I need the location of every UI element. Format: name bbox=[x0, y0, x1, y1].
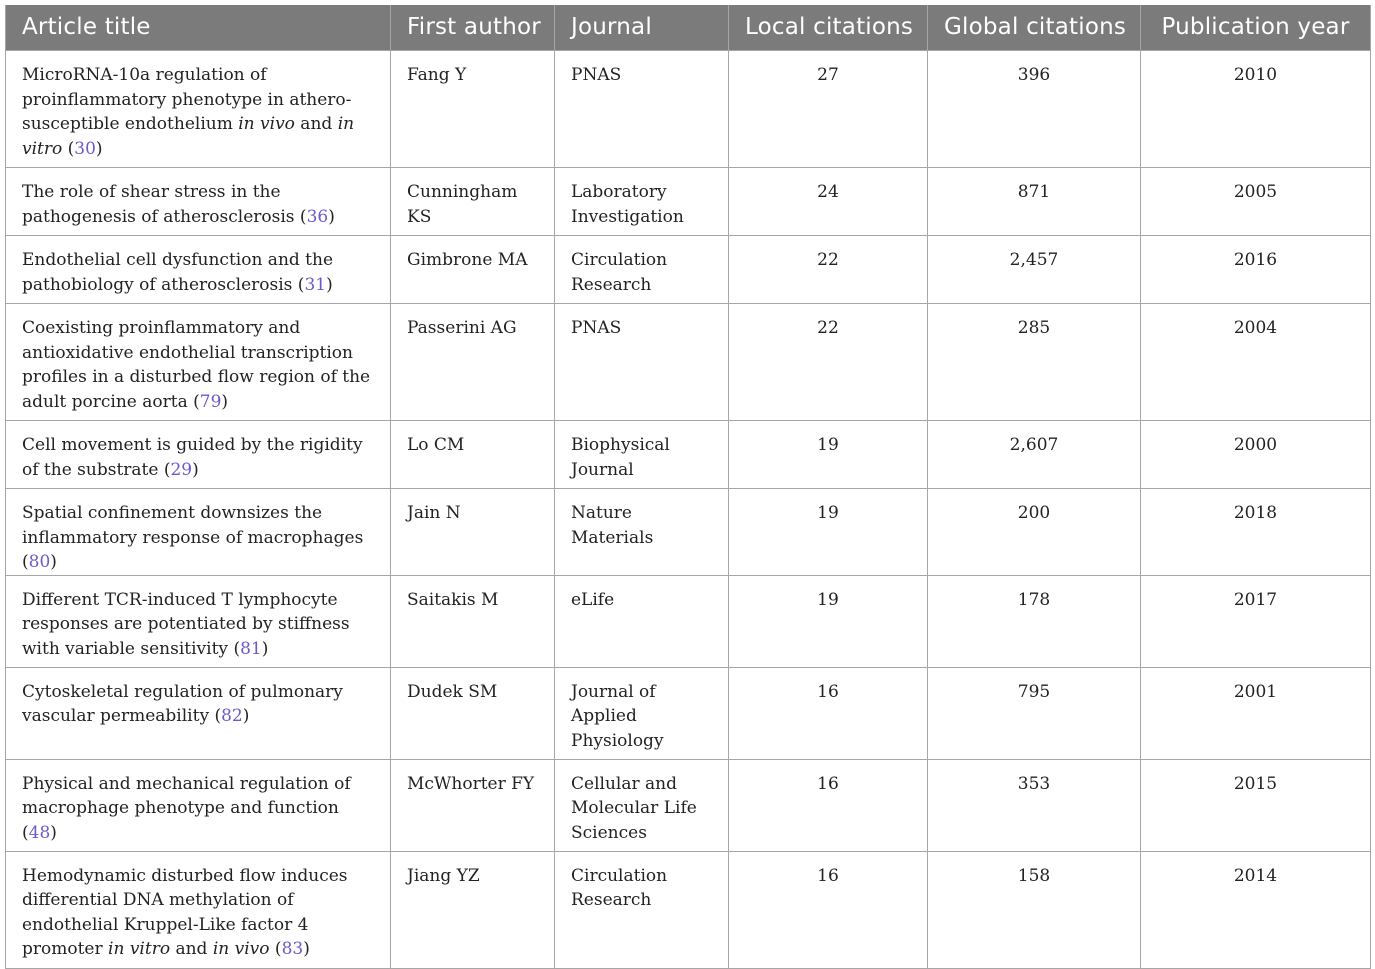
cell-journal: PNAS bbox=[555, 304, 729, 421]
reference-link[interactable]: 79 bbox=[199, 391, 222, 412]
header-first-author: First author bbox=[391, 5, 555, 51]
title-text: Hemodynamic disturbed flow induces differential DNA methylation of endothelial Kruppel-Like factor 4 promoter bbox=[22, 865, 348, 959]
cell-publication-year: 2001 bbox=[1141, 667, 1371, 759]
reference-link[interactable]: 36 bbox=[306, 206, 329, 227]
title-text: ) bbox=[95, 138, 103, 159]
cell-first-author: Passerini AG bbox=[391, 304, 555, 421]
title-text: ) bbox=[303, 939, 310, 959]
table-row bbox=[6, 304, 1371, 421]
table-row bbox=[6, 421, 1371, 489]
cell-first-author: Saitakis M bbox=[391, 575, 555, 667]
title-text: The role of shear stress in the pathogenesis of atherosclerosis ( bbox=[22, 182, 307, 227]
reference-link[interactable]: 81 bbox=[240, 638, 262, 659]
title-text: MicroRNA-10a regulation of proinflammatory phenotype in athero-susceptible endothelium bbox=[22, 65, 352, 134]
title-italic-text: in vivo bbox=[238, 114, 295, 134]
cell-article-title bbox=[6, 51, 391, 168]
reference-link[interactable]: 80 bbox=[28, 552, 51, 572]
cell-article-title bbox=[6, 759, 391, 851]
cell-first-author: Fang Y bbox=[391, 51, 555, 168]
cell-first-author: McWhorter FY bbox=[391, 759, 555, 851]
cell-global-citations: 2,457 bbox=[928, 236, 1141, 304]
title-text: ) bbox=[261, 638, 269, 659]
cell-article-title bbox=[6, 851, 391, 968]
header-local-citations: Local citations bbox=[729, 5, 928, 51]
cell-first-author: Jain N bbox=[391, 489, 555, 576]
cell-local-citations: 19 bbox=[729, 489, 928, 576]
cell-journal: Laboratory Investigation bbox=[555, 168, 729, 236]
title-text: Endothelial cell dysfunction and the pathobiology of atherosclerosis ( bbox=[22, 250, 334, 295]
title-text: and bbox=[294, 114, 338, 134]
cell-global-citations: 200 bbox=[928, 489, 1141, 576]
header-row bbox=[6, 5, 1371, 51]
cell-local-citations: 16 bbox=[729, 759, 928, 851]
cell-article-title bbox=[6, 236, 391, 304]
reference-link[interactable]: 29 bbox=[170, 459, 193, 480]
title-italic-text: in vitro bbox=[22, 114, 355, 159]
cell-global-citations: 871 bbox=[928, 168, 1141, 236]
cell-article-title bbox=[6, 168, 391, 236]
title-text: Physical and mechanical regulation of macrophage phenotype and function ( bbox=[22, 773, 351, 843]
reference-link[interactable]: 82 bbox=[221, 706, 243, 726]
cell-first-author: Dudek SM bbox=[391, 667, 555, 759]
cell-first-author: Jiang YZ bbox=[391, 851, 555, 968]
cell-publication-year: 2015 bbox=[1141, 759, 1371, 851]
title-text: ) bbox=[328, 206, 335, 227]
title-text: and bbox=[170, 939, 213, 959]
cell-journal: Nature Materials bbox=[555, 489, 729, 576]
cell-publication-year: 2010 bbox=[1141, 51, 1371, 168]
title-text: Cell movement is guided by the rigidity of the substrate ( bbox=[22, 435, 363, 480]
title-italic-text: in vivo bbox=[212, 939, 270, 959]
reference-link[interactable]: 31 bbox=[304, 274, 327, 295]
cell-local-citations: 16 bbox=[729, 667, 928, 759]
title-text: Cytoskeletal regulation of pulmonary vascular permeability ( bbox=[22, 681, 343, 726]
header-publication-year: Publication year bbox=[1141, 5, 1371, 51]
title-text: ) bbox=[242, 706, 250, 726]
cell-publication-year: 2018 bbox=[1141, 489, 1371, 576]
cell-article-title bbox=[6, 421, 391, 489]
title-text: ( bbox=[62, 138, 75, 159]
table-row bbox=[6, 489, 1371, 576]
title-text: ) bbox=[221, 391, 229, 412]
cell-global-citations: 795 bbox=[928, 667, 1141, 759]
table-row bbox=[6, 51, 1371, 168]
table-row bbox=[6, 851, 1371, 968]
cell-journal: Journal of Applied Physiology bbox=[555, 667, 729, 759]
cell-article-title bbox=[6, 575, 391, 667]
cell-first-author: Cunningham KS bbox=[391, 168, 555, 236]
title-text: ) bbox=[326, 274, 333, 295]
title-text: ( bbox=[269, 939, 282, 959]
cell-local-citations: 19 bbox=[729, 575, 928, 667]
cell-journal: eLife bbox=[555, 575, 729, 667]
table-row bbox=[6, 575, 1371, 667]
cell-publication-year: 2005 bbox=[1141, 168, 1371, 236]
title-text: ) bbox=[50, 822, 57, 843]
cell-publication-year: 2014 bbox=[1141, 851, 1371, 968]
title-text: Coexisting proinflammatory and antioxidative endothelial transcription profiles in a disturbed flow region of the adult porcine aorta ( bbox=[22, 318, 371, 412]
title-text: Different TCR-induced T lymphocyte responses are potentiated by stiffness with variable sensitivity ( bbox=[22, 589, 350, 659]
cell-global-citations: 353 bbox=[928, 759, 1141, 851]
title-text: ) bbox=[50, 552, 57, 572]
reference-link[interactable]: 83 bbox=[281, 939, 304, 959]
cell-global-citations: 178 bbox=[928, 575, 1141, 667]
cell-global-citations: 158 bbox=[928, 851, 1141, 968]
cell-first-author: Gimbrone MA bbox=[391, 236, 555, 304]
table-row bbox=[6, 667, 1371, 759]
cell-journal: Circulation Research bbox=[555, 851, 729, 968]
title-text: Spatial confinement downsizes the inflammatory response of macrophages ( bbox=[22, 503, 364, 572]
header-global-citations: Global citations bbox=[928, 5, 1141, 51]
title-italic-text: in vitro bbox=[108, 939, 171, 959]
header-journal: Journal bbox=[555, 5, 729, 51]
cell-local-citations: 22 bbox=[729, 236, 928, 304]
cell-local-citations: 22 bbox=[729, 304, 928, 421]
cell-local-citations: 16 bbox=[729, 851, 928, 968]
cell-local-citations: 24 bbox=[729, 168, 928, 236]
table-row bbox=[6, 236, 1371, 304]
cell-global-citations: 2,607 bbox=[928, 421, 1141, 489]
cell-journal: Circulation Research bbox=[555, 236, 729, 304]
cell-article-title bbox=[6, 489, 391, 576]
citations-table bbox=[5, 5, 1371, 969]
reference-link[interactable]: 48 bbox=[28, 822, 51, 843]
cell-article-title bbox=[6, 667, 391, 759]
cell-publication-year: 2000 bbox=[1141, 421, 1371, 489]
reference-link[interactable]: 30 bbox=[74, 138, 96, 159]
table-row bbox=[6, 168, 1371, 236]
cell-publication-year: 2016 bbox=[1141, 236, 1371, 304]
cell-first-author: Lo CM bbox=[391, 421, 555, 489]
cell-journal: PNAS bbox=[555, 51, 729, 168]
header-article-title: Article title bbox=[6, 5, 391, 51]
cell-journal: Cellular and Molecular Life Sciences bbox=[555, 759, 729, 851]
cell-local-citations: 19 bbox=[729, 421, 928, 489]
cell-journal: Biophysical Journal bbox=[555, 421, 729, 489]
title-text: ) bbox=[192, 459, 199, 480]
table-row bbox=[6, 759, 1371, 851]
cell-local-citations: 27 bbox=[729, 51, 928, 168]
cell-publication-year: 2017 bbox=[1141, 575, 1371, 667]
cell-publication-year: 2004 bbox=[1141, 304, 1371, 421]
cell-article-title bbox=[6, 304, 391, 421]
cell-global-citations: 396 bbox=[928, 51, 1141, 168]
cell-global-citations: 285 bbox=[928, 304, 1141, 421]
